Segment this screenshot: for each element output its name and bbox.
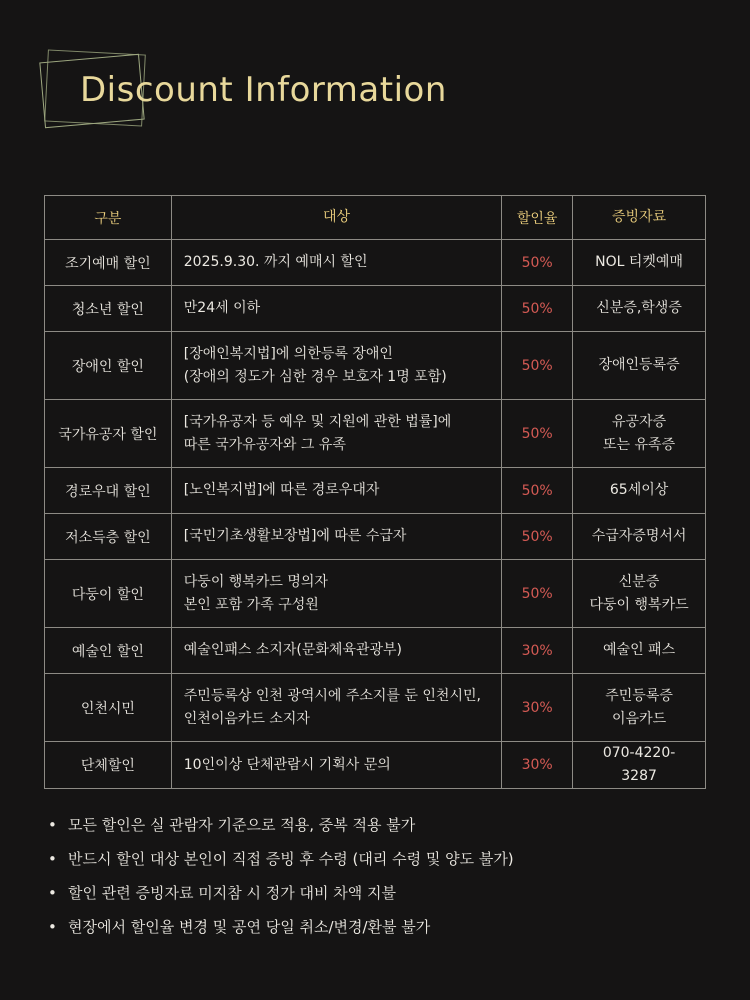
row-target: [171, 628, 501, 674]
document-line: 또는 유족증: [603, 436, 676, 453]
target-line: 따른 국가유공자와 그 유족: [183, 436, 346, 453]
note-item: [48, 910, 514, 944]
table-header-row: [45, 196, 706, 240]
row-document: [573, 240, 706, 286]
note-text: 현장에서 할인율 변경 및 공연 당일 취소/변경/환불 불가: [68, 918, 431, 936]
table-row: [45, 332, 706, 400]
target-line: [국민기초생활보장법]에 따른 수급자: [183, 528, 407, 544]
row-category: 단체할인: [45, 742, 172, 789]
row-document: [573, 332, 706, 400]
row-target: [171, 742, 501, 789]
row-target: [171, 468, 501, 514]
row-rate: 30%: [502, 628, 573, 674]
document-line: 유공자증: [612, 413, 667, 430]
notes-list: [48, 808, 514, 944]
header-category: 구분: [45, 196, 172, 240]
document-line: 수급자증명서서: [591, 528, 687, 544]
row-rate: 30%: [502, 674, 573, 742]
row-rate: 50%: [502, 468, 573, 514]
header-target: 대상: [171, 196, 501, 240]
bullet-icon: •: [48, 816, 57, 834]
header-document: 증빙자료: [573, 196, 706, 240]
title-block: [40, 50, 460, 140]
table-row: [45, 468, 706, 514]
table-row: [45, 514, 706, 560]
note-item: [48, 876, 514, 910]
target-line: 인천이음카드 소지자: [183, 710, 310, 727]
row-category: 청소년 할인: [45, 286, 172, 332]
note-text: 모든 할인은 실 관람자 기준으로 적용, 중복 적용 불가: [68, 816, 416, 834]
row-rate: 50%: [502, 332, 573, 400]
row-category: 인천시민: [45, 674, 172, 742]
target-line: 다둥이 행복카드 명의자: [183, 573, 328, 590]
row-rate: 30%: [502, 742, 573, 789]
note-text: 할인 관련 증빙자료 미지참 시 정가 대비 차액 지불: [68, 884, 396, 902]
document-line: 이음카드: [612, 710, 667, 727]
table-row: [45, 560, 706, 628]
header-rate: 할인율: [502, 196, 573, 240]
target-line: 본인 포함 가족 구성원: [183, 596, 319, 613]
document-line: NOL 티켓예매: [595, 254, 683, 270]
row-rate: 50%: [502, 286, 573, 332]
row-target: [171, 286, 501, 332]
row-target: [171, 514, 501, 560]
row-rate: 50%: [502, 514, 573, 560]
row-target: [171, 560, 501, 628]
row-document: [573, 286, 706, 332]
row-rate: 50%: [502, 560, 573, 628]
row-target: [171, 240, 501, 286]
row-document: [573, 514, 706, 560]
row-document: [573, 560, 706, 628]
table-row: [45, 240, 706, 286]
note-item: [48, 808, 514, 842]
document-line: 신분증,학생증: [596, 300, 682, 316]
row-document: [573, 628, 706, 674]
row-category: 조기예매 할인: [45, 240, 172, 286]
row-category: 장애인 할인: [45, 332, 172, 400]
document-line: 65세이상: [609, 482, 669, 498]
row-category: 경로우대 할인: [45, 468, 172, 514]
note-text: 반드시 할인 대상 본인이 직접 증빙 후 수령 (대리 수령 및 양도 불가): [68, 850, 514, 868]
page-title: Discount Information: [80, 70, 447, 110]
bullet-icon: •: [48, 918, 57, 936]
row-category: 예술인 할인: [45, 628, 172, 674]
target-line: 예술인패스 소지자(문화체육관광부): [183, 642, 402, 658]
target-line: 2025.9.30. 까지 예매시 할인: [183, 254, 368, 270]
target-line: [장애인복지법]에 의한등록 장애인: [183, 345, 393, 362]
row-category: 국가유공자 할인: [45, 400, 172, 468]
document-line: 신분증: [618, 573, 660, 590]
row-target: [171, 400, 501, 468]
document-line: 장애인등록증: [598, 357, 680, 373]
bullet-icon: •: [48, 850, 57, 868]
document-line: 주민등록증: [605, 687, 673, 704]
table-row: [45, 742, 706, 789]
document-line: 070-4220-3287: [602, 745, 676, 784]
row-document: [573, 468, 706, 514]
row-document: [573, 400, 706, 468]
target-line: 만24세 이하: [183, 300, 261, 316]
target-line: (장애의 정도가 심한 경우 보호자 1명 포함): [183, 368, 447, 385]
row-rate: 50%: [502, 240, 573, 286]
document-line: 예술인 패스: [603, 642, 676, 658]
document-line: 다둥이 행복카드: [589, 596, 689, 613]
row-rate: 50%: [502, 400, 573, 468]
row-category: 다둥이 할인: [45, 560, 172, 628]
row-category: 저소득층 할인: [45, 514, 172, 560]
table-row: [45, 674, 706, 742]
target-line: 주민등록상 인천 광역시에 주소지를 둔 인천시민,: [183, 687, 481, 704]
target-line: [국가유공자 등 예우 및 지원에 관한 법률]에: [183, 413, 452, 430]
table-row: [45, 286, 706, 332]
bullet-icon: •: [48, 884, 57, 902]
table-row: [45, 628, 706, 674]
discount-table: [44, 195, 706, 789]
row-target: [171, 332, 501, 400]
target-line: 10인이상 단체관람시 기획사 문의: [183, 756, 391, 773]
row-document: [573, 674, 706, 742]
table-row: [45, 400, 706, 468]
row-document: [573, 742, 706, 789]
note-item: [48, 842, 514, 876]
target-line: [노인복지법]에 따른 경로우대자: [183, 482, 380, 498]
row-target: [171, 674, 501, 742]
